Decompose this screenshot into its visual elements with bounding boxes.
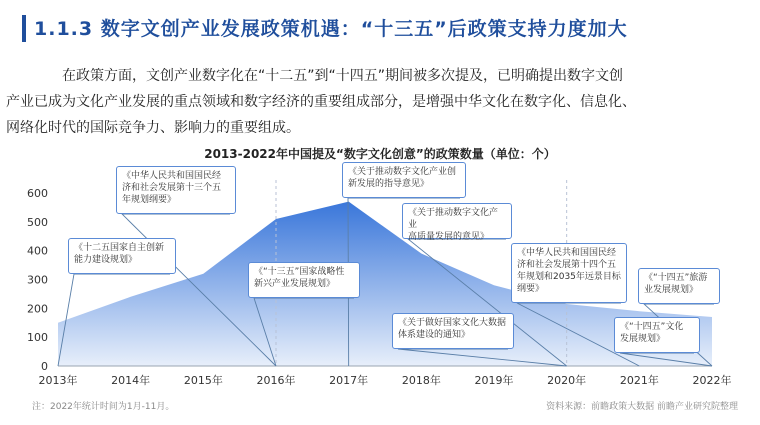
chart-title: 2013-2022年中国提及“数字文化创意”的政策数量（单位：个） bbox=[204, 147, 556, 161]
x-tick-label: 2013年 bbox=[38, 374, 78, 387]
policy-callout: 《关于做好国家文化大数据 体系建设的通知》 bbox=[392, 313, 514, 349]
y-tick-label: 200 bbox=[27, 302, 48, 316]
x-tick-label: 2017年 bbox=[329, 374, 369, 387]
y-tick-label: 600 bbox=[27, 187, 48, 200]
policy-callout: 《中华人民共和国国民经 济和社会发展第十四个五 年规划和2035年远景目标 纲要》 bbox=[511, 243, 627, 303]
intro-line: 产业已成为文化产业发展的重点领域和数字经济的重要组成部分，是增强中华文化在数字化、信息化、 bbox=[6, 94, 636, 110]
x-tick-label: 2019年 bbox=[474, 374, 514, 387]
intro-line: 网络化时代的国际竞争力、影响力的重要组成。 bbox=[6, 120, 300, 136]
y-tick-label: 0 bbox=[41, 360, 48, 373]
x-tick-label: 2021年 bbox=[619, 374, 659, 387]
policy-callout: 《十二五国家自主创新 能力建设规划》 bbox=[68, 238, 176, 274]
page-title: 1.1.3 数字文创产业发展政策机遇：“十三五”后政策支持力度加大 bbox=[34, 18, 628, 40]
x-tick-label: 2018年 bbox=[401, 374, 441, 387]
policy-callout: 《“十四五”文化 发展规划》 bbox=[614, 317, 700, 353]
y-tick-label: 500 bbox=[27, 215, 48, 229]
y-tick-label: 400 bbox=[27, 244, 48, 258]
x-tick-label: 2015年 bbox=[183, 374, 223, 387]
x-tick-label: 2022年 bbox=[692, 374, 732, 387]
policy-callout: 《关于推动数字文化产业创 新发展的指导意见》 bbox=[342, 162, 466, 198]
source-note: 资料来源：前瞻政策大数据 前瞻产业研究院整理 bbox=[546, 402, 738, 412]
intro-line: 在政策方面，文创产业数字化在“十二五”到“十四五”期间被多次提及，已明确提出数字文创 bbox=[62, 68, 624, 84]
x-tick-label: 2016年 bbox=[256, 374, 296, 387]
x-tick-label: 2014年 bbox=[111, 374, 151, 387]
footnote: 注：2022年统计时间为1月-11月。 bbox=[32, 402, 175, 412]
y-tick-label: 100 bbox=[27, 331, 48, 345]
policy-callout: 《关于推动数字文化产业 高质量发展的意见》 bbox=[402, 203, 512, 239]
policy-callout: 《“十四五”旅游 业发展规划》 bbox=[638, 268, 720, 304]
policy-callout: 《“十三五”国家战略性 新兴产业发展规划》 bbox=[248, 262, 360, 298]
x-tick-label: 2020年 bbox=[547, 374, 587, 387]
policy-callout: 《中华人民共和国国民经 济和社会发展第十三个五 年规划纲要》 bbox=[116, 166, 236, 214]
y-tick-label: 300 bbox=[27, 273, 48, 287]
